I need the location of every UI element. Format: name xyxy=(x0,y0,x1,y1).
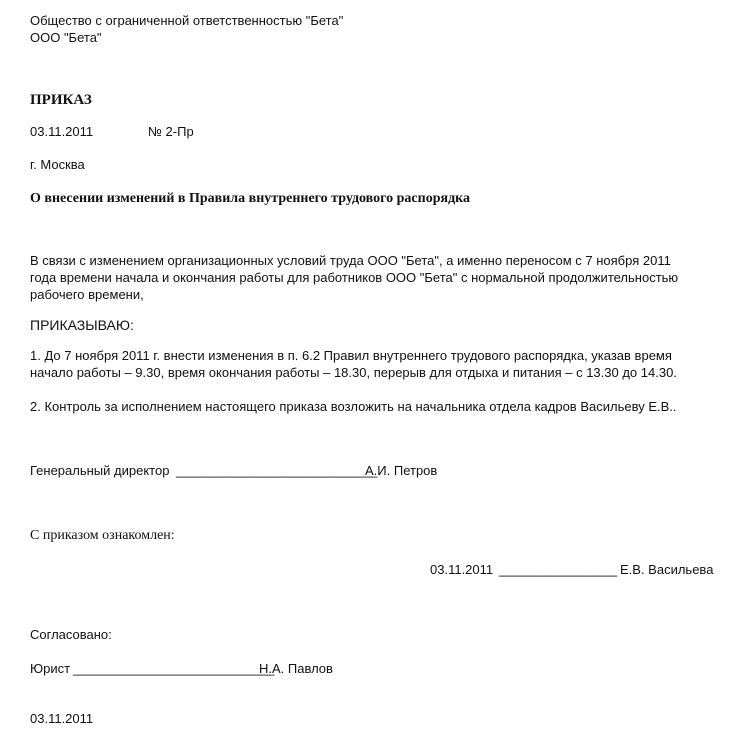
item-1 xyxy=(30,347,677,381)
order-date: 03.11.2011 xyxy=(30,124,94,139)
item-1-line: 1. До 7 ноября 2011 г. внести изменения в п. 6.2 Правил внутреннего трудового распорядка, указав время xyxy=(30,348,672,363)
intro-line: года времени начала и окончания работы для работников ООО "Бета" с нормальной продолжительностью xyxy=(30,270,679,285)
director-name: А.И. Петров xyxy=(365,463,438,478)
lawyer-title: Юрист xyxy=(30,661,71,676)
lawyer-signature-line: _____________________________ xyxy=(73,661,274,676)
org-short-name: ООО "Бета" xyxy=(30,30,102,45)
item-2: 2. Контроль за исполнением настоящего приказа возложить на начальника отдела кадров Васильеву Е.В.. xyxy=(30,399,677,414)
director-title: Генеральный директор xyxy=(30,463,170,478)
order-number: № 2-Пр xyxy=(148,124,194,139)
acquainted-date: 03.11.2011 xyxy=(430,562,494,577)
acquainted-name: Е.В. Васильева xyxy=(620,562,714,577)
intro-paragraph xyxy=(30,252,678,303)
item-1-line: начало работы – 9.30, время окончания работы – 18.30, перерыв для отдыха и питания – с 13.30 до 14.30. xyxy=(30,365,677,380)
order-word: ПРИКАЗЫВАЮ: xyxy=(30,317,134,333)
order-subject: О внесении изменений в Правила внутреннего трудового распорядка xyxy=(30,191,471,206)
final-date: 03.11.2011 xyxy=(30,711,94,726)
acquainted-label: С приказом ознакомлен: xyxy=(30,528,175,543)
document-title: ПРИКАЗ xyxy=(30,92,92,108)
org-full-name: Общество с ограниченной ответственностью "Бета" xyxy=(30,13,344,28)
intro-line: рабочего времени, xyxy=(30,287,144,302)
director-signature-line: _____________________________ xyxy=(176,463,377,478)
approved-label: Согласовано: xyxy=(30,627,112,642)
lawyer-name: Н.А. Павлов xyxy=(259,661,333,676)
order-city: г. Москва xyxy=(30,157,85,172)
acquainted-signature-line: _________________ xyxy=(499,562,617,577)
intro-line: В связи с изменением организационных условий труда ООО "Бета", а именно переносом с 7 ноября 2011 xyxy=(30,253,671,268)
